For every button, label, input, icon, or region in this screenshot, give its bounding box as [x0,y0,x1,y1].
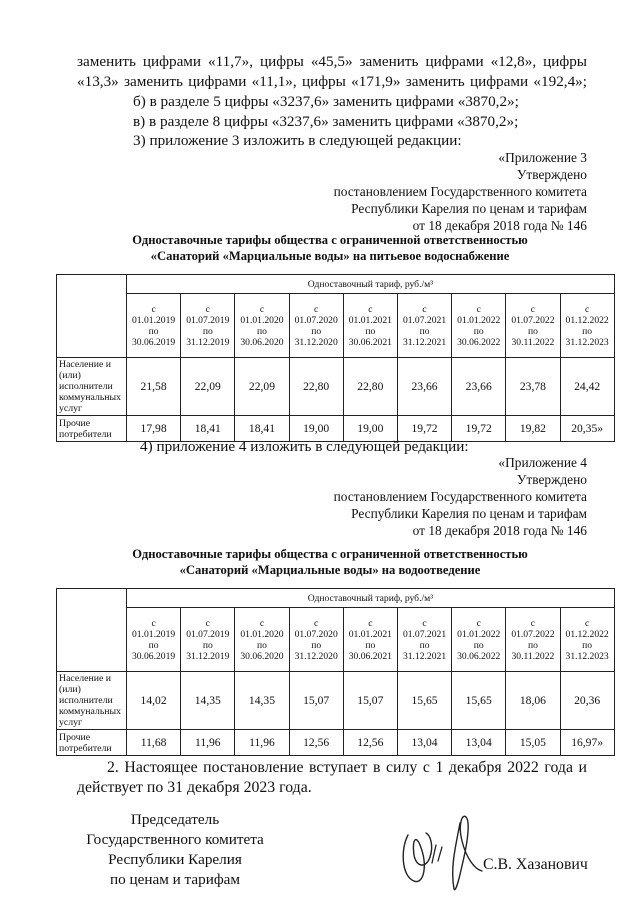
value-cell: 22,09 [181,358,235,416]
value-cell: 16,97» [560,730,614,756]
appendix3-header [334,149,587,234]
value-cell: 19,82 [506,416,560,442]
period-cell: с 01.01.2021 по 30.06.2021 [343,608,397,672]
signatory-name: С.В. Хазанович [483,856,588,873]
table-corner-cell [57,275,127,358]
title-line: «Санаторий «Марциальные воды» на водоотведение [179,563,481,577]
appendix3-header-line: постановлением Государственного комитета [333,184,587,199]
title-line: Одноставочные тарифы общества с ограниченной ответственностью [132,233,528,247]
period-cell: с 01.01.2022 по 30.06.2022 [452,608,506,672]
appendix3-header-line: от 18 декабря 2018 года № 146 [412,218,587,233]
value-cell: 15,65 [397,672,451,730]
signatory-title [80,810,270,890]
appendix4-header-line: Республики Карелия по ценам и тарифам [351,506,587,521]
value-cell: 12,56 [289,730,343,756]
value-cell: 19,00 [343,416,397,442]
value-cell: 20,36 [560,672,614,730]
appendix4-title [60,546,600,578]
value-cell: 18,41 [181,416,235,442]
period-cell: с 01.07.2022 по 30.11.2022 [506,608,560,672]
intro-line-2: «13,3» заменить цифрами «11,1», цифры «171,9» заменить цифрами «192,4»; [77,73,587,90]
signatory-title-line: Государственного комитета [86,831,264,848]
handwritten-signature [390,805,500,895]
intro-line-1: заменить цифрами «11,7», цифры «45,5» заменить цифрами «12,8», цифры [77,53,587,70]
period-cell: с 01.01.2022 по 30.06.2022 [452,294,506,358]
value-cell: 14,35 [235,672,289,730]
value-cell: 22,09 [235,358,289,416]
period-cell: с 01.12.2022 по 31.12.2023 [560,294,614,358]
period-cell: с 01.01.2020 по 30.06.2020 [235,608,289,672]
period-cell: с 01.01.2019 по 30.06.2019 [127,294,181,358]
period-cell: с 01.07.2020 по 31.12.2020 [289,608,343,672]
intro-item-v: в) в разделе 8 цифры «3237,6» заменить цифрами «3870,2»; [133,113,519,130]
value-cell: 13,04 [452,730,506,756]
table-header: Одноставочный тариф, руб./м³ [127,589,615,608]
value-cell: 23,66 [397,358,451,416]
value-cell: 18,06 [506,672,560,730]
item-4: 4) приложение 4 изложить в следующей редакции: [140,438,469,455]
period-cell: с 01.01.2019 по 30.06.2019 [127,608,181,672]
signatory-title-line: Республики Карелия [108,851,242,868]
value-cell: 11,96 [235,730,289,756]
appendix4-header-line: постановлением Государственного комитета [333,489,587,504]
signatory-title-line: Председатель [130,811,220,828]
value-cell: 15,07 [289,672,343,730]
value-cell: 15,65 [452,672,506,730]
row-label-population: Население и (или) исполнители коммунальных услуг [57,672,127,730]
tariff-table-wastewater [56,588,615,756]
period-cell: с 01.01.2021 по 30.06.2021 [343,294,397,358]
value-cell: 18,41 [235,416,289,442]
value-cell: 12,56 [343,730,397,756]
value-cell: 23,66 [452,358,506,416]
final-line-1: 2. Настоящее постановление вступает в силу с 1 декабря 2022 года и [107,759,587,776]
table-header: Одноставочный тариф, руб./м³ [127,275,615,294]
value-cell: 14,35 [181,672,235,730]
value-cell: 15,07 [343,672,397,730]
value-cell: 21,58 [127,358,181,416]
value-cell: 23,78 [506,358,560,416]
value-cell: 14,02 [127,672,181,730]
period-cell: с 01.07.2020 по 31.12.2020 [289,294,343,358]
value-cell: 17,98 [127,416,181,442]
period-cell: с 01.07.2019 по 31.12.2019 [181,294,235,358]
table-row [57,358,615,416]
period-cell: с 01.07.2021 по 31.12.2021 [397,608,451,672]
value-cell: 15,05 [506,730,560,756]
appendix4-header-line: Утверждено [516,472,587,487]
tariff-table-water-supply [56,274,615,442]
appendix4-header [334,454,587,539]
appendix3-header-line: «Приложение 3 [498,150,587,165]
period-cell: с 01.07.2022 по 30.11.2022 [506,294,560,358]
title-line: «Санаторий «Марциальные воды» на питьевое водоснабжение [150,249,510,263]
intro-item-3: 3) приложение 3 изложить в следующей редакции: [133,132,462,149]
value-cell: 11,68 [127,730,181,756]
period-cell: с 01.12.2022 по 31.12.2023 [560,608,614,672]
period-cell: с 01.01.2020 по 30.06.2020 [235,294,289,358]
row-label-population: Население и (или) исполнители коммунальных услуг [57,358,127,416]
row-label-others: Прочие потребители [57,416,127,442]
signatory-title-line: по ценам и тарифам [109,871,241,888]
value-cell: 11,96 [181,730,235,756]
appendix4-header-line: «Приложение 4 [498,455,587,470]
value-cell: 19,00 [289,416,343,442]
row-label-others: Прочие потребители [57,730,127,756]
value-cell: 22,80 [343,358,397,416]
value-cell: 13,04 [397,730,451,756]
appendix4-header-line: от 18 декабря 2018 года № 146 [412,523,587,538]
value-cell: 19,72 [452,416,506,442]
appendix3-header-line: Республики Карелия по ценам и тарифам [351,201,587,216]
value-cell: 22,80 [289,358,343,416]
value-cell: 24,42 [560,358,614,416]
appendix3-header-line: Утверждено [516,167,587,182]
intro-item-b: б) в разделе 5 цифры «3237,6» заменить цифрами «3870,2»; [133,93,519,110]
title-line: Одноставочные тарифы общества с ограниченной ответственностью [132,547,528,561]
appendix3-title [60,232,600,264]
value-cell: 19,72 [397,416,451,442]
period-cell: с 01.07.2019 по 31.12.2019 [181,608,235,672]
table-row [57,672,615,730]
value-cell: 20,35» [560,416,614,442]
period-cell: с 01.07.2021 по 31.12.2021 [397,294,451,358]
table-corner-cell [57,589,127,672]
table-row [57,730,615,756]
final-line-2: действует по 31 декабря 2023 года. [77,779,312,796]
